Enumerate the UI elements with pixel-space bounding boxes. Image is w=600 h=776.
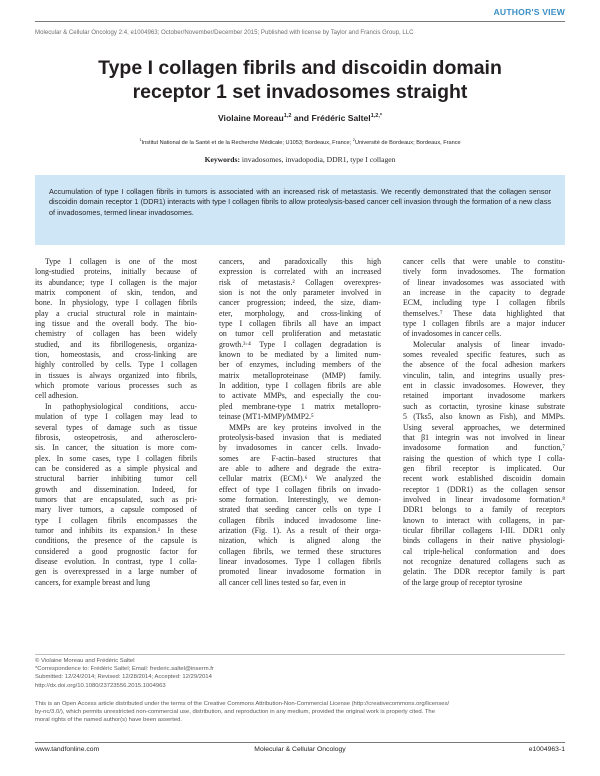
body-text-line: plex. In some cases, type I collagen fibrils	[35, 453, 197, 463]
body-text-line: Type I collagen is one of the most	[45, 257, 197, 266]
body-text-line: ber of enzymes, including members of the	[219, 360, 381, 370]
body-text-line: considered a good prognostic factor for	[35, 546, 197, 556]
section-label: AUTHOR'S VIEW	[493, 7, 565, 17]
body-text-line: 5 (Tks5, also known as Fish), and MMPs.	[403, 412, 565, 422]
body-text-line: ent in classic invadosomes. However, they	[403, 381, 565, 391]
body-text-line: tively form invadosomes. The formation	[403, 267, 565, 277]
body-text-line: which promote various processes such as	[35, 381, 197, 391]
body-text-line: proteolysis-based invasion that is mediated	[219, 432, 381, 442]
body-text-line: vinculin, talin, and integrins usually pres-	[403, 370, 565, 380]
author-affiliation-marker: 1,2,*	[370, 113, 383, 120]
body-text-line: ticular fibrillar collagens I-III. DDR1 only	[403, 525, 565, 535]
body-text-line: collagen fibrils induced invadosome line-	[219, 515, 381, 525]
body-text-line: DDR1 belongs to a family of receptors	[403, 505, 565, 515]
body-text-line: tumor and inhibits its expansion.¹ In these	[35, 525, 197, 535]
body-text-line: cal triple-helical conformation and does	[403, 546, 565, 556]
title-line-1: Type I collagen fibrils and discoidin domain	[98, 57, 502, 79]
body-text-line: on tumor cell proliferation and metastatic	[219, 329, 381, 339]
body-text-line: type I collagen fibrils are a major inducer	[403, 319, 565, 329]
body-text-line: In pathophysiological conditions, accu-	[45, 401, 197, 411]
body-text-line: collagen fibrils, we termed these structures	[219, 546, 381, 556]
body-text-line: in tissues is always organized into fibrils,	[35, 370, 197, 380]
body-text-line: teinase (MT1-MMP)/MMP2.⁵	[219, 412, 314, 422]
body-text-line: can be considered as a simple physical and	[35, 463, 197, 473]
author-name: Frédéric Saltel	[311, 113, 371, 123]
body-column-2	[219, 257, 381, 588]
body-text-line: play a crucial structural role in maintain-	[35, 308, 197, 318]
body-text-line: bone. In physiology, type I collagen fibrils	[35, 298, 197, 308]
body-text-line: several types of damage such as tissue	[35, 422, 197, 432]
body-text-line: are able to adhere and degrade the extra-	[219, 463, 381, 473]
author-name: Violaine Moreau	[217, 113, 284, 123]
body-text-line: arization (Fig. 1). As a result of their orga-	[219, 525, 381, 535]
footer-page-id: e1004963-1	[528, 746, 565, 753]
body-text-line: somes revealed specific features, such as	[403, 350, 565, 360]
body-text-line: pled membrane-type 1 matrix metallopro-	[219, 401, 381, 411]
body-text-line: growth and dissemination. Indeed, for	[35, 484, 197, 494]
body-text-line: raising the question of which type I colla-	[403, 453, 565, 463]
body-text-line: ing tissue and the overall body. The bio-	[35, 319, 197, 329]
body-text-line: all cancer cell lines tested so far, even in	[219, 577, 346, 587]
keywords-list: invadosomes, invadopodia, DDR1, type I collagen	[240, 155, 396, 164]
body-text-line: highly controlled by cells. Type I collagen	[35, 360, 197, 370]
open-access-line: by-nc/3.0/), which permits unrestricted non-commercial use, distribution, and reproduction in any medium, provided the original work is properly cited. The	[35, 709, 435, 716]
body-text-line: matrix metalloproteinase (MMP) family.	[219, 370, 381, 380]
body-text-line: of invadosomes in cancer cells.	[403, 329, 502, 339]
body-text-line: sion is not the only parameter involved in	[219, 288, 381, 298]
article-footnotes	[35, 657, 565, 690]
journal-citation-line: Molecular & Cellular Oncology 2:4, e1004963; October/November/December 2015; Published with license by Taylor and Francis Group, LLC	[35, 29, 414, 36]
body-text-line: mary liver tumors, a capsule composed of	[35, 505, 197, 515]
body-text-line: matrix component of skin, tendon, and	[35, 288, 197, 298]
affiliations	[20, 137, 580, 146]
body-text-line: cell adhesion.	[35, 391, 79, 401]
body-text-line: disease evolution. In contrast, type I colla-	[35, 556, 197, 566]
body-text-line: nization, which is aligned along the	[219, 536, 381, 546]
body-text-line: mulation of type I collagen may lead to	[35, 412, 197, 422]
dates-line: Submitted: 12/24/2014; Revised: 12/28/2014; Accepted: 12/29/2014	[35, 674, 212, 681]
footnote-rule	[35, 654, 565, 655]
body-text-line: structural barrier inhibiting tumor cell	[35, 474, 197, 484]
header-rule	[35, 21, 565, 22]
body-text-line: fibrosis, osteopetrosis, and atherosclero-	[35, 432, 197, 442]
affiliation-marker: 1	[139, 137, 142, 142]
body-text-line: cancers, and paradoxically this high	[219, 257, 381, 266]
body-text-line: cancer cells that were unable to constitu-	[403, 257, 565, 266]
body-text-line: risk of metastasis.² Collagen overexpres-	[219, 277, 381, 287]
body-text-line: themselves.⁷ These data highlighted that	[403, 308, 565, 318]
body-text-line: cellular matrix (ECM).⁶ We analyzed the	[219, 474, 381, 484]
body-text-line: gelatin. The DDR receptor family is part	[403, 567, 565, 577]
body-text-line: such as cortactin, tyrosine kinase substrate	[403, 401, 565, 411]
author-conjunction: and	[291, 113, 312, 123]
author-list	[35, 113, 565, 123]
body-text-line: gen fibril receptor is implicated. Our	[403, 463, 565, 473]
body-column-1	[35, 257, 197, 588]
body-text-line: tion, homeostasis, and cross-linking are	[35, 350, 197, 360]
body-text-line: studied, and its fibrillogenesis, organiza-	[35, 339, 197, 349]
body-text-line: known to be mediated by a limited num-	[219, 350, 381, 360]
title-line-2: receptor 1 set invadosomes straight	[132, 81, 468, 103]
body-text-line: an increase in the capacity to degrade	[403, 288, 565, 298]
body-text-line: expression is correlated with an increased	[219, 267, 381, 277]
body-text-line: promoted linear invadosome formation in	[219, 567, 381, 577]
body-text-line: the absence of the focal adhesion markers	[403, 360, 565, 370]
open-access-line: This is an Open Access article distributed under the terms of the Creative Commons Attribution-Non-Commercial License (http://creativecommons.org/licenses/	[35, 701, 450, 707]
abstract-text: Accumulation of type I collagen fibrils in tumors is associated with an increased risk of metastasis. We recently demonstrated that the collagen sensor discoidin domain receptor 1 (DDR1) interacts with type I collagen fibrils to allow proteolysis-based cancer cell invasion through the formation of a new class of invadosomes, termed linear invadosomes.	[49, 187, 551, 217]
doi-link[interactable]: http://dx.doi.org/10.1080/23723556.2015.1004963	[35, 682, 166, 689]
footer-rule	[35, 742, 565, 743]
body-text-line: type I collagen fibrils encompasses the	[35, 515, 197, 525]
body-text-line: In addition, type I collagen fibrils are able	[219, 381, 381, 391]
body-column-3	[403, 257, 565, 588]
body-text-line: recent work established discoidin domain	[403, 474, 565, 484]
body-text-line: chemistry of collagen has been widely	[35, 329, 197, 339]
body-text-line: its abundance; type I collagen is the major	[35, 277, 197, 287]
body-text-line: type I collagen fibrils all have an impact	[219, 319, 381, 329]
copyright-line: © Violaine Moreau and Frédéric Saltel	[35, 658, 135, 664]
body-text-line: tumors that are encapsulated, such as pri-	[35, 494, 197, 504]
body-text-line: retained important invadosome markers	[403, 391, 565, 401]
body-text-line: strated that seeding cancer cells on type I	[219, 505, 381, 515]
body-text-line: involved in linear invadosome formation.⁸	[403, 494, 565, 504]
body-text-line: eter, morphology, and cross-linking of	[219, 308, 381, 318]
keywords	[35, 155, 565, 164]
body-text-line: receptor 1 (DDR1) as the collagen sensor	[403, 484, 565, 494]
affiliation-marker: 2	[352, 137, 355, 142]
body-text-line: invadosome formation and function,⁷	[403, 443, 565, 453]
body-text-line: Molecular analysis of linear invado-	[413, 339, 565, 349]
body-text-line: somes are F-actin–based structures that	[219, 453, 381, 463]
body-text-line: of linear invadosomes was associated with	[403, 277, 565, 287]
body-text-line: growth.³·⁴ Type I collagen degradation is	[219, 339, 381, 349]
body-text-line: gen is overexpressed in a large number of	[35, 567, 197, 577]
open-access-line: moral rights of the named author(s) have been asserted.	[35, 717, 183, 724]
body-text-line: known to interact with collagens, in par-	[403, 515, 565, 525]
body-text-line: not recognize denatured collagens such as	[403, 556, 565, 566]
body-text-line: conditions, the presence of the capsule is	[35, 536, 197, 546]
body-text-line: ECM, including type I collagen fibrils	[403, 298, 565, 308]
body-text-line: linear invadosomes. Type I collagen fibrils	[219, 556, 381, 566]
body-text-line: some formation. Interestingly, we demon-	[219, 494, 381, 504]
body-text-line: sis. In cancer, the situation is more com-	[35, 443, 197, 453]
correspondence-line: *Correspondence to: Frédéric Saltel; Email: frederic.saltel@inserm.fr	[35, 666, 214, 673]
body-text-line: long-studied proteins, initially because of	[35, 267, 197, 277]
footer-website-link[interactable]: www.tandfonline.com	[35, 746, 100, 753]
footer-journal-name: Molecular & Cellular Oncology	[254, 746, 346, 753]
body-text-line: Using several approaches, we determined	[403, 422, 565, 432]
body-text-line: by invadosomes in cancer cells. Invado-	[219, 443, 381, 453]
abstract-box	[35, 175, 565, 245]
affiliation-2: Université de Bordeaux; Bordeaux, France	[354, 139, 461, 146]
body-text-line: to activate MMPs, and especially the cou-	[219, 391, 381, 401]
body-text-line: cancers, for example breast and lung	[35, 577, 150, 587]
body-text-line: of the large group of receptor tyrosine	[403, 577, 523, 587]
author-affiliation-marker: 1,2	[283, 113, 292, 120]
body-text-line: binds collagens in their native physiologi-	[403, 536, 565, 546]
body-text-line: effect of type I collagen fibrils on invado-	[219, 484, 381, 494]
article-title	[40, 56, 560, 104]
body-text-line: MMPs are key proteins involved in the	[229, 422, 381, 432]
open-access-notice	[35, 700, 565, 725]
body-text-line: cancer progression; indeed, the size, diam-	[219, 298, 381, 308]
body-text-line: that β1 integrin was not involved in linear	[403, 432, 565, 442]
affiliation-1: Institut National de la Santé et de la Recherche Médicale; U1053; Bordeaux, France;	[141, 139, 352, 146]
keywords-label: Keywords:	[204, 155, 240, 164]
